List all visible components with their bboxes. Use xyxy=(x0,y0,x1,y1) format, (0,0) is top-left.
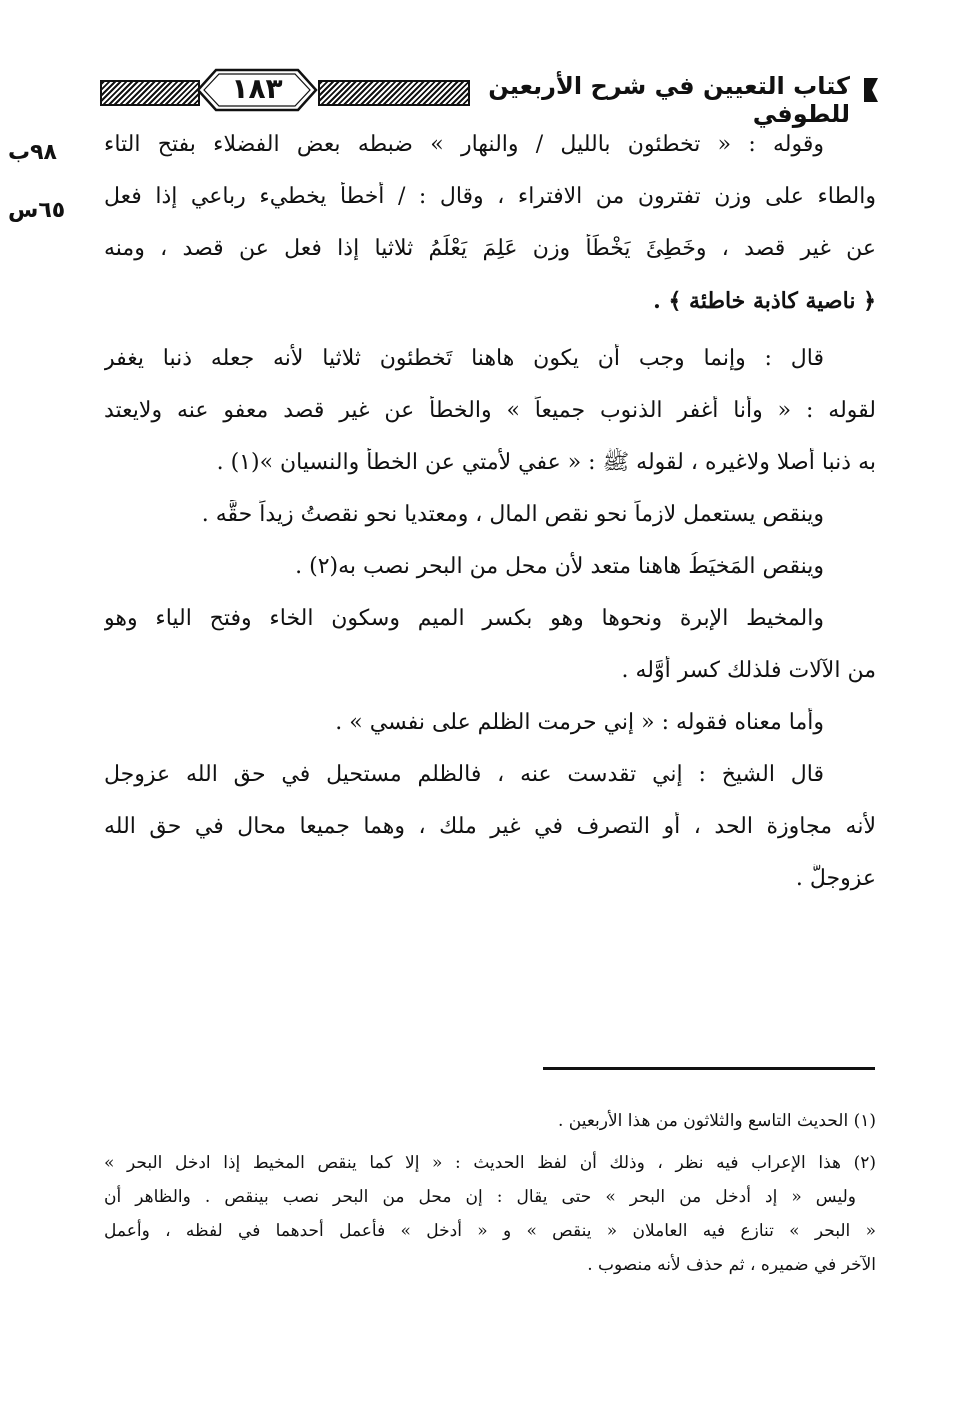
text-line: قال الشيخ : إني تقدست عنه ، فالظلم مستحيل في حق الله عزوجل xyxy=(104,762,824,787)
quran-verse-line: ﴿ ناصية كاذبة خاطئة ﴾ . xyxy=(653,288,876,314)
footnote-continued: الآخر في ضميره ، ثم حذف لأنه منصوب . xyxy=(587,1255,876,1275)
header-bracket-icon xyxy=(862,76,880,104)
text-line: عن غير قصد ، وخَطِئَ يَخْطَأُ وزن عَلِمَ يَعْلَمُ ثلاثيا إذا فعل عن قصد ، ومنه xyxy=(104,236,876,261)
footnote: (١) الحديث التاسع والثلاثون من هذا الأربعين . xyxy=(557,1111,876,1131)
text-line: قال : وإنما وجب أن يكون هاهنا تَخطئون ثلاثيا لأنه جعله ذنبا يغفر xyxy=(104,346,824,371)
text-line: وأما معناه فقوله : « إني حرمت الظلم على نفسي » . xyxy=(335,710,824,735)
text-line: وينقص المَخيَطُ هاهنا متعد لأن محل من البحر نصب به(٢) . xyxy=(295,554,824,579)
margin-ref-manuscript: ٦٥س xyxy=(8,198,66,223)
text-line: والمخيط الإبرة ونحوها وهو بكسر الميم وسكون الخاء وفتح الياء وهو xyxy=(104,606,824,631)
text-line: من الآلات فلذلك كسر أوَّله . xyxy=(621,658,876,683)
page-header xyxy=(100,66,880,128)
page-number: ١٨٣ xyxy=(231,72,283,105)
text-line: والطاء على وزن تفترون من الافتراء ، وقال : / أخطأ يخطيء رباعي إذا فعل xyxy=(104,184,876,209)
text-line: به ذنبا أصلا ولاغيره ، لقوله ﷺ : « عفي لأمتي عن الخطأ والنسيان »(١) . xyxy=(216,450,876,475)
text-line: وينقص يستعمل لازماً نحو نقص المال ، ومعتديا نحو نقصتُ زيداً حقَّه . xyxy=(201,502,824,527)
page-number-cartouche xyxy=(190,66,324,114)
text-line: عزوجلَّ . xyxy=(795,866,876,891)
text-line: وقوله : « تخطئون بالليل / والنهار » ضبطه بعض الفضلاء بفتح التاء xyxy=(104,132,824,157)
running-title: كتاب التعيين في شرح الأربعين للطوفي xyxy=(488,72,850,128)
text-line: لقوله : « وأنا أغفر الذنوب جميعاً » والخطأ عن غير قصد معفو عنه ولايعتد xyxy=(104,398,876,423)
margin-ref-folio: ٩٨ب xyxy=(8,140,57,165)
main-text xyxy=(104,130,876,894)
footnote: (٢) هذا الإعراب فيه نظر ، وذلك أن لفظ الحديث : « إلا كما ينقص المخيط إذا ادخل البحر » xyxy=(104,1153,876,1173)
text-line: لأنه مجاوزة الحد ، أو التصرف في غير ملك ، وهما جميعا محال في حق الله xyxy=(104,814,876,839)
header-ornament-left xyxy=(100,80,200,106)
footnotes xyxy=(104,1106,876,1280)
footnote-separator xyxy=(543,1067,875,1070)
footnote-continued: وليس « إد أدخل من البحر » حتى يقال : إن محل من البحر نصب بينقص . والظاهر أن xyxy=(104,1187,856,1207)
footnote-continued: « البحر » تنازع فيه العاملان « ينقص » و « أدخل » فأعمل أحدهما في لفظه ، وأعمل xyxy=(104,1221,876,1241)
